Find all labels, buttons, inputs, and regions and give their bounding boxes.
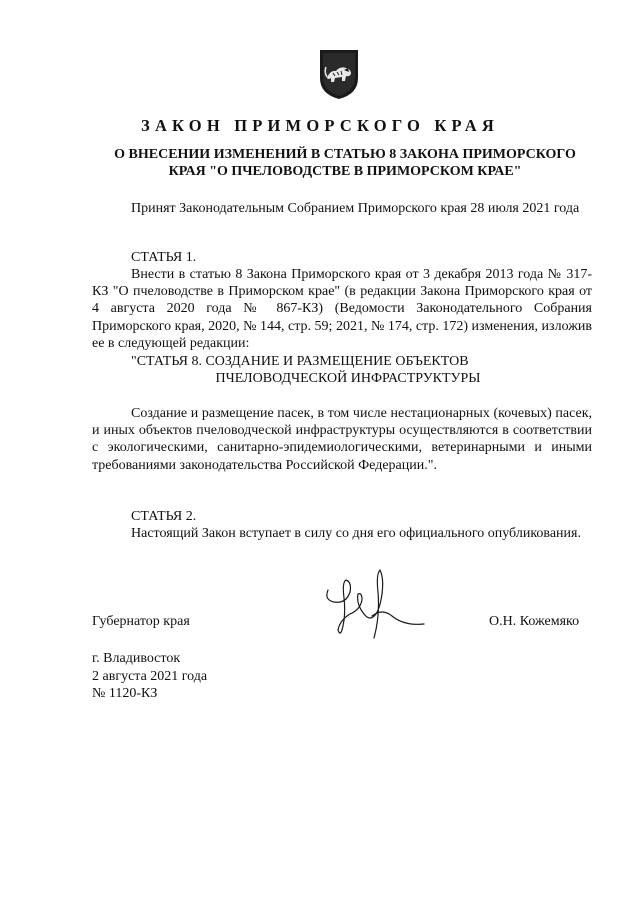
quoted-article-heading-line-2: ПЧЕЛОВОДЧЕСКОЙ ИНФРАСТРУКТУРЫ [215,371,481,386]
handwritten-signature [316,564,426,642]
law-subtitle [90,146,600,180]
subtitle-line-2: КРАЯ "О ПЧЕЛОВОДСТВЕ В ПРИМОРСКОМ КРАЕ" [168,164,522,179]
governor-position: Губернатор края [92,614,190,629]
coat-of-arms-emblem [318,48,360,100]
article-1-text: Внести в статью 8 Закона Приморского края от 3 декабря 2013 года № 317-КЗ "О пчеловодстве в Приморском крае" (в редакции Закона Приморского края от 4 августа 2020 года № 867-КЗ) (Ведомости Законодательного Собрания Приморского края, 2020, № 144, стр. 59; 2021, № 174, стр. 172) изменения, изложив ее в следующей редакции: [92,267,592,351]
signing-date: 2 августа 2021 года [92,668,208,684]
quoted-article-text: Создание и размещение пасек, в том числе нестационарных (кочевых) пасек, и иных объектов пчеловодческой инфраструктуры осуществляются в соответствии с экологическими, санитарно-эпидемиологическими, ветеринарными и иными требованиями законодательства Российской Федерации.". [92,406,592,473]
law-title: ЗАКОН ПРИМОРСКОГО КРАЯ [141,116,499,135]
signing-details [92,650,207,703]
adoption-note: Принят Законодательным Собранием Приморского края 28 июля 2021 года [131,201,580,216]
article-1-heading: СТАТЬЯ 1. [131,250,197,265]
law-number: № 1120-КЗ [92,686,158,701]
subtitle-line-1: О ВНЕСЕНИИ ИЗМЕНЕНИЙ В СТАТЬЮ 8 ЗАКОНА ПРИМОРСКОГО [114,147,576,162]
governor-name: О.Н. Кожемяко [489,614,580,629]
signing-city: г. Владивосток [92,651,181,666]
quoted-article-heading-line-1: "СТАТЬЯ 8. СОЗДАНИЕ И РАЗМЕЩЕНИЕ ОБЪЕКТОВ [131,354,469,369]
article-2-heading: СТАТЬЯ 2. [131,509,197,524]
article-2-text: Настоящий Закон вступает в силу со дня его официального опубликования. [131,526,581,541]
